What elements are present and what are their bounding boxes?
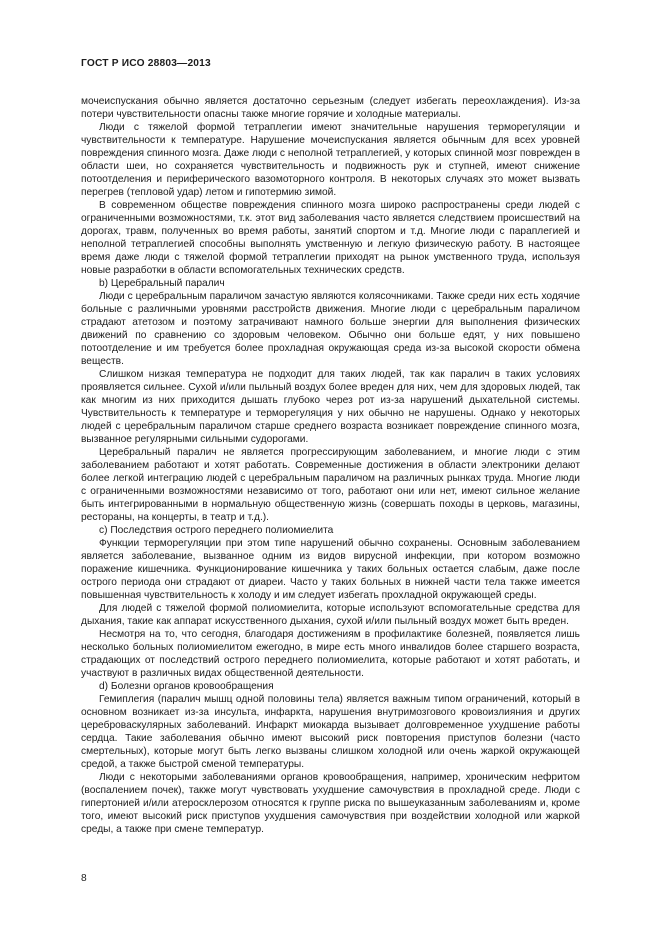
- paragraph: мочеиспускания обычно является достаточно серьезным (следует избегать переохлаждения). Из-за потери чувствительности опасны также многие горячие и холодные материалы.: [81, 96, 580, 120]
- list-item-heading-d: d) Болезни органов кровообращения: [99, 681, 274, 692]
- paragraph: Люди с церебральным параличом зачастую являются колясочниками. Также среди них есть ходячие больные с различными уровнями расстройств движения. Многие люди с церебральным параличом страдают атетозом и поэтому затрачивают намного больше энергии для выполнения физических движений по сравнению со здоровым человеком. Обычно они больше едят, у них повышено потоотделение и им требуется более прохладная окружающая среда из-за высокой скорости обмена веществ.: [81, 291, 580, 367]
- paragraph: Для людей с тяжелой формой полиомиелита, которые используют вспомогательные средства для дыхания, такие как аппарат искусственного дыхания, сухой и/или пыльный воздух может быть вреден.: [81, 603, 580, 627]
- document-header: ГОСТ Р ИСО 28803—2013: [81, 58, 211, 69]
- paragraph: Церебральный паралич не является прогрессирующим заболеванием, и многие люди с этим заболеванием работают и хотят работать. Современные достижения в области электроники делают более легкой интеграцию людей с церебральным параличом на различных рынках труда. Многие люди с ограниченными возможностями независимо от того, работают они или нет, имеют сильное желание быть интегрированными в нормальную общественную жизнь (совершать походы в церковь, магазины, рестораны, на концерты, в театр и т.д.).: [81, 447, 580, 523]
- paragraph: Люди с некоторыми заболеваниями органов кровообращения, например, хроническим нефритом (воспалением почек), также могут чувствовать ухудшение самочувствия в прохладной среде. Люди с гипертонией и/или атеросклерозом относятся к группе риска по вышеуказанным заболеваниям и, кроме того, имеют высокий риск приступов ухудшения самочувствия при воздействии холодной или жаркой среды, а также при смене температур.: [81, 772, 580, 835]
- list-item-heading-b: b) Церебральный паралич: [99, 278, 225, 289]
- document-body: [81, 95, 580, 836]
- list-item-heading-c: c) Последствия острого переднего полиомиелита: [99, 525, 334, 536]
- page-number: 8: [81, 873, 87, 884]
- paragraph: Люди с тяжелой формой тетраплегии имеют значительные нарушения терморегуляции и чувствительности к температуре. Нарушение мочеиспускания является обычным для всех уровней повреждения спинного мозга. Даже люди с неполной тетраплегией, у которых спинной мозг поврежден в области шеи, но сохраняется чувствительность и подвижность рук и ступней, имеют снижение потоотделения и периферического вазомоторного контроля. В некоторых случаях это может вызвать перегрев (тепловой удар) летом и гипотермию зимой.: [81, 122, 580, 198]
- paragraph: Гемиплегия (паралич мышц одной половины тела) является важным типом ограничений, который в основном возникает из-за инсульта, инфаркта, нарушения внутримозгового кровоизлияния и других цереброваскулярных заболеваний. Инфаркт миокарда вызывает долговременное ухудшение работы сердца. Такие заболевания обычно имеют высокий риск повторения приступов болезни (часто смертельных), которые могут быть легко вызваны слишком холодной или очень жаркой окружающей средой, а также быстрой сменой температуры.: [81, 694, 580, 770]
- paragraph: В современном обществе повреждения спинного мозга широко распространены среди людей с ограниченными возможностями, т.к. этот вид заболевания часто является следствием происшествий на дорогах, травм, полученных во время работы, занятий спортом и т.д. Многие люди с параплегией и неполной тетраплегией способны выполнять умственную и легкую физическую работу. В настоящее время даже люди с тяжелой формой тетраплегии приходят на рынок умственного труда, используя новые разработки в области вспомогательных технических средств.: [81, 200, 580, 276]
- paragraph: Функции терморегуляции при этом типе нарушений обычно сохранены. Основным заболеванием является заболевание, вызванное одним из видов вирусной инфекции, при котором возможно поражение кишечника. Функционирование кишечника у таких больных остается слабым, даже после острого периода они страдают от диареи. Часто у таких больных в нижней части тела также имеется повышенная чувствительность к холоду и им следует избегать прохладной окружающей среды.: [81, 538, 580, 601]
- paragraph: Слишком низкая температура не подходит для таких людей, так как паралич в таких условиях проявляется сильнее. Сухой и/или пыльный воздух более вреден для них, чем для здоровых людей, так как многим из них приходится дышать глубоко через рот из-за нарушений дыхательной системы. Чувствительность к температуре и терморегуляция у них обычно не нарушены. Однако у некоторых людей с церебральным параличом старше среднего возраста возникает повреждение спинного мозга, вызванное регулярными сильными судорогами.: [81, 369, 580, 445]
- paragraph: Несмотря на то, что сегодня, благодаря достижениям в профилактике болезней, появляется лишь несколько больных полиомиелитом ежегодно, в мире есть много инвалидов более старшего возраста, страдающих от последствий острого переднего полиомиелита, которые работают и хотят работать, и участвуют в различных видах общественной деятельности.: [81, 629, 580, 679]
